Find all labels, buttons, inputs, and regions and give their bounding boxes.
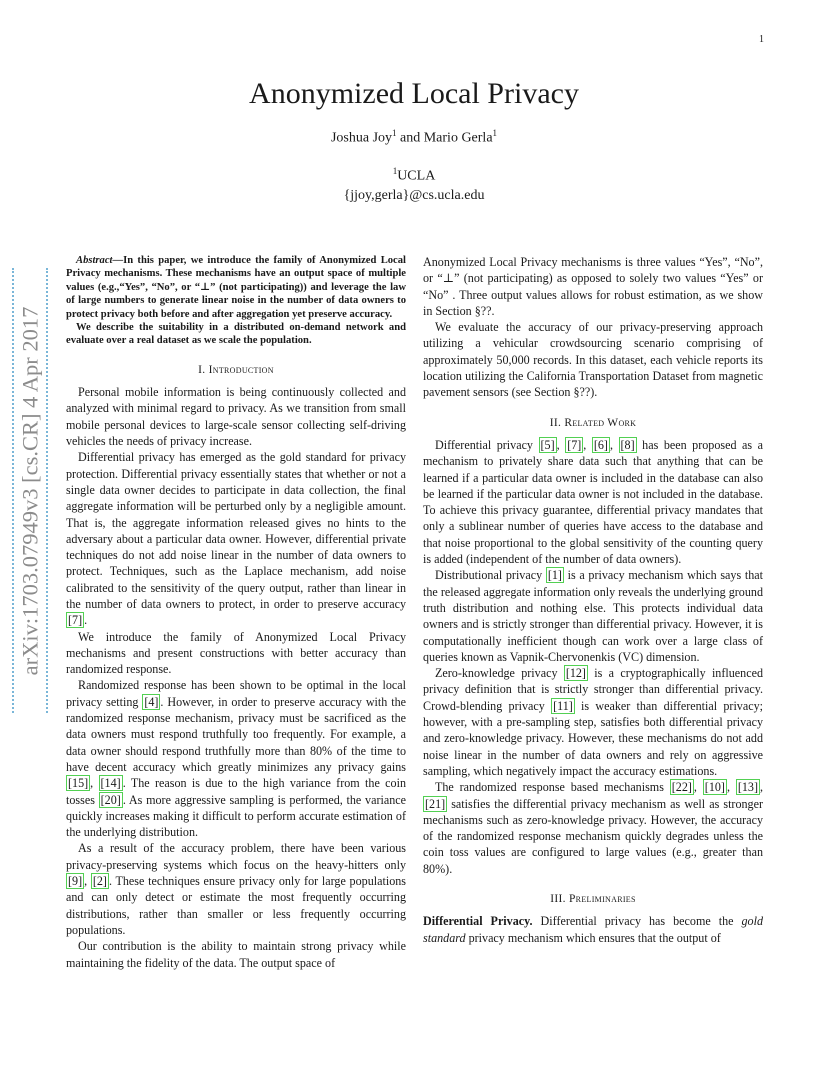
left-column [66,254,406,971]
paragraph: Differential privacy [5] , [7] , [6] , [8] has been proposed as a mechanism to privately share data such that anything that can be learned if a particular data owner is included in the database can also be learned if the particular data owner is not included in the database. To achieve this privacy guarantee, differential privacy mandates that only a sublinear number of queries have access to the database and that noise proportional to the global sensitivity of the counting query is added (independent of the number of data owners). [423,437,764,567]
citation-link[interactable]: [2] [92,874,107,889]
abstract-p2: We describe the suitability in a distributed on-demand network and evaluate over a real dataset as we scale the population. [66,322,406,347]
citation-link[interactable]: [21] [425,796,446,811]
author-2: Mario Gerla [423,130,493,146]
section-heading-preliminaries: III. Preliminaries [550,892,636,905]
citation-link[interactable]: [1] [547,568,562,583]
citation-link[interactable]: [13] [737,780,758,795]
citation-link[interactable]: [7] [567,437,582,452]
citation-link[interactable]: [14] [100,776,121,791]
affiliation-org: UCLA [397,168,436,184]
citation-link[interactable]: [4] [144,694,159,709]
paragraph: Randomized response has been shown to be optimal in the local privacy setting [4] . However, in order to preserve accuracy with the randomized response mechanism, privacy must be sacrificed as the data owners must respond truthfully too frequently. For example, a data owner should respond truthfully more than 80% of the time to have decent accuracy which greatly minimizes any privacy gains [15] , [14] . The reason is due to the high variance from the coin tosses [20] . As more aggressive sampling is performed, the variance quickly increases making it difficult to perform accurate estimation of the underlying distribution. [66,678,407,840]
citation-link[interactable]: [20] [100,792,121,807]
paragraph: Anonymized Local Privacy mechanisms is three values “Yes”, “No”, or “⊥” (not participating) as opposed to solely two values “Yes” or “No” . Three output values allows for robust estimation, as we show in Section §??. [423,255,763,318]
paper-title: Anonymized Local Privacy [249,77,579,110]
paragraph: Personal mobile information is being continuously collected and analyzed with minimal regard to privacy. As we transition from small mobile personal devices to large-scale sensor collecting self-driving vehicles the needs of privacy increase. [66,385,406,449]
citation-link[interactable]: [22] [671,780,692,795]
citation-link[interactable]: [12] [565,666,586,681]
abstract: Abstract—In this paper, we introduce the family of Anonymized Local Privacy mechanisms. These mechanisms have an output space of multiple values (e.g.,“Yes”, “No”, or “⊥” (not participating)) and leverage the law of large numbers to generate linear noise in the number of data owners to protect privacy both before and after aggregation yet preserve accuracy. We describe the suitability in a distributed on-demand network and evaluate over a real dataset as we scale the population. [66,255,406,347]
page-number: 1 [759,34,764,45]
citation-link[interactable]: [7] [68,613,83,628]
citation-link[interactable]: [9] [68,874,83,889]
affiliation-email: {jjoy,gerla}@cs.ucla.edu [343,187,485,203]
arxiv-stamp [12,268,48,713]
arxiv-stamp-text: arXiv:1703.07949v3 [cs.CR] 4 Apr 2017 [17,306,43,675]
paragraph: Distributional privacy [1] is a privacy mechanism which says that the released aggregate information only reveals the underlying ground truth distribution and nothing else. This protects individual data owners and is strictly stronger than differential privacy. However, it is computationally inefficient though can work over a large class of queries known as Vapnik-Chervonenkis (VC) dimension. [423,568,763,664]
section-heading-introduction: I. Introduction [198,363,274,376]
citation-link[interactable]: [8] [620,437,635,452]
citation-link[interactable]: [15] [68,776,89,791]
paragraph: Zero-knowledge privacy [12] is a cryptographically influenced privacy definition that is strictly stronger than differential privacy. Crowd-blending privacy [11] is weaker than differential privacy; however, with a pre-sampling step, satisfies both differential privacy and zero-knowledge privacy. However, these mechanisms do not add noise linear in the number of data owners and rely on aggressive sampling, which negatively impact the accuracy estimations. [423,666,763,778]
authors: Joshua Joy$^1$ and Mario Gerla$^1$ [330,128,498,146]
paragraph: We evaluate the accuracy of our privacy-preserving approach utilizing a vehicular crowdsourcing scenario comprising of approximately 50,000 records. In this dataset, each vehicle reports its location utilizing the California Transportation Dataset from magnetic pavement sensors (see Section §??). [423,320,763,400]
citation-link[interactable]: [11] [553,698,573,713]
citation-link[interactable]: [6] [593,437,608,452]
citation-link[interactable]: [10] [704,780,725,795]
abstract-label: Abstract [76,255,113,266]
section-heading-related-work: II. Related Work [549,416,637,429]
affiliation: $^1$UCLA {jjoy,gerla}@cs.ucla.edu [0,162,828,205]
paragraph: We introduce the family of Anonymized Local Privacy mechanisms and present constructions with better accuracy than randomized response. [66,629,406,677]
paragraph: Differential privacy has emerged as the gold standard for privacy protection. Differential privacy essentially states that whether or not a single data owner decides to participate in data collection, the final aggregate information will be perturbed only by a negligible amount. That is, the aggregate information released gives no hints to the adversary about a particular data owner. However, differential private techniques do not add noise linear in the number of data owners to protect. Techniques, such as the Laplace mechanism, add noise calibrated to the sensitivity of the query output, rather than linear in the number of data owners to protect, in order to preserve accuracy [7] . [66,450,406,628]
paragraph: Our contribution is the ability to maintain strong privacy while maintaining the fidelity of the data. The output space of [66,939,406,970]
citation-link[interactable]: [5] [540,437,555,452]
paragraph: As a result of the accuracy problem, there have been various privacy-preserving systems which focus on the heavy-hitters only [9] , [2] . These techniques ensure privacy only for large populations and can only detect or estimate the most frequently occurring distributions, rather than smaller or less frequently occurring populations. [66,841,406,937]
paragraph: Differential Privacy. Differential privacy has become the gold standard privacy mechanism which ensures that the output of [423,914,764,945]
author-1: Joshua Joy [330,130,393,146]
paragraph: The randomized response based mechanisms [22] , [10] , [13] , [21] satisfies the differential privacy mechanism as well as stronger mechanisms such as zero-knowledge privacy. However, the accuracy of the randomized response mechanism quickly degrades unless the coin toss values are configured to large values (e.g., greater than 80%). [423,780,764,876]
right-column [423,254,763,946]
